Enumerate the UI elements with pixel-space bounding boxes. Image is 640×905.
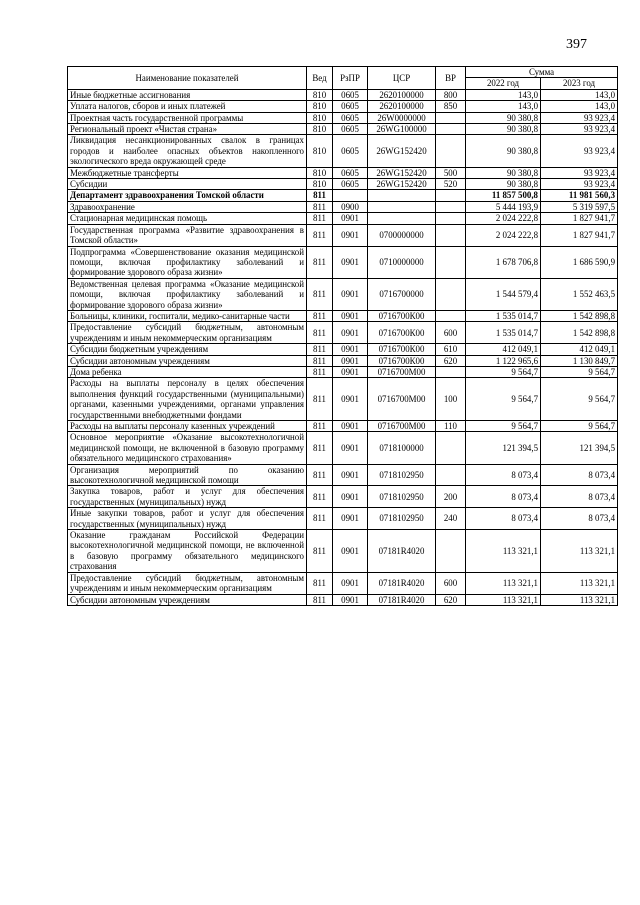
cell-rzpr: 0901	[333, 464, 368, 486]
table-row	[68, 101, 618, 112]
cell-rzpr: 0605	[333, 135, 368, 167]
cell-csr: 0718102950	[368, 464, 436, 486]
cell-sum-2022: 5 444 193,9	[466, 201, 541, 212]
cell-ved: 810	[307, 124, 333, 135]
cell-rzpr: 0901	[333, 572, 368, 594]
cell-vr: 620	[436, 594, 466, 605]
cell-vr: 850	[436, 101, 466, 112]
cell-ved: 811	[307, 355, 333, 366]
cell-csr: 0716700К00	[368, 322, 436, 344]
cell-ved: 811	[307, 464, 333, 486]
budget-table	[67, 66, 618, 606]
table-row	[68, 124, 618, 135]
header-vr: ВР	[436, 67, 466, 90]
cell-csr: 2620100000	[368, 89, 436, 100]
cell-csr	[368, 190, 436, 201]
cell-csr: 0716700000	[368, 278, 436, 310]
cell-ved: 811	[307, 572, 333, 594]
cell-sum-2022: 90 380,8	[466, 124, 541, 135]
table-row	[68, 112, 618, 123]
cell-sum-2022: 1 678 706,8	[466, 246, 541, 278]
header-year-2022: 2022 год	[466, 78, 541, 89]
table-row	[68, 167, 618, 178]
cell-name: Проектная часть государственной программы	[68, 112, 307, 123]
cell-sum-2022: 8 073,4	[466, 486, 541, 508]
cell-name: Субсидии автономным учреждениям	[68, 355, 307, 366]
cell-csr	[368, 201, 436, 212]
cell-sum-2023: 113 321,1	[541, 594, 618, 605]
cell-name: Основное мероприятие «Оказание высокотехнологичной медицинской помощи, не включенной в базовую программу обязательного медицинского страхования»	[68, 432, 307, 464]
table-row	[68, 366, 618, 377]
cell-vr	[436, 124, 466, 135]
cell-sum-2023: 1 686 590,9	[541, 246, 618, 278]
cell-rzpr: 0901	[333, 486, 368, 508]
cell-vr: 520	[436, 179, 466, 190]
cell-sum-2022: 9 564,7	[466, 378, 541, 421]
cell-sum-2022: 113 321,1	[466, 530, 541, 573]
cell-ved: 810	[307, 101, 333, 112]
table-row	[68, 378, 618, 421]
cell-vr: 800	[436, 89, 466, 100]
cell-rzpr: 0901	[333, 224, 368, 246]
cell-vr	[436, 246, 466, 278]
cell-sum-2022: 1 535 014,7	[466, 322, 541, 344]
cell-name: Расходы на выплаты персоналу казенных учреждений	[68, 421, 307, 432]
cell-ved: 811	[307, 322, 333, 344]
cell-csr: 0710000000	[368, 246, 436, 278]
cell-name: Закупка товаров, работ и услуг для обеспечения государственных (муниципальных) нужд	[68, 486, 307, 508]
table-row	[68, 594, 618, 605]
cell-vr	[436, 432, 466, 464]
cell-ved: 811	[307, 594, 333, 605]
cell-rzpr: 0901	[333, 344, 368, 355]
cell-sum-2023: 1 542 898,8	[541, 322, 618, 344]
table-row	[68, 310, 618, 321]
cell-sum-2022: 412 049,1	[466, 344, 541, 355]
cell-name: Департамент здравоохранения Томской области	[68, 190, 307, 201]
cell-sum-2023: 1 552 463,5	[541, 278, 618, 310]
cell-sum-2022: 11 857 500,8	[466, 190, 541, 201]
cell-rzpr: 0901	[333, 278, 368, 310]
table-row	[68, 464, 618, 486]
cell-name: Региональный проект «Чистая страна»	[68, 124, 307, 135]
cell-ved: 810	[307, 179, 333, 190]
cell-csr: 0718102950	[368, 486, 436, 508]
cell-csr: 0716700М00	[368, 378, 436, 421]
table-row	[68, 421, 618, 432]
cell-sum-2023: 1 542 898,8	[541, 310, 618, 321]
cell-sum-2023: 93 923,4	[541, 135, 618, 167]
cell-sum-2023: 5 319 597,5	[541, 201, 618, 212]
cell-sum-2022: 90 380,8	[466, 167, 541, 178]
cell-vr: 100	[436, 378, 466, 421]
cell-name: Дома ребенка	[68, 366, 307, 377]
header-year-2023: 2023 год	[541, 78, 618, 89]
cell-rzpr: 0901	[333, 594, 368, 605]
cell-sum-2023: 93 923,4	[541, 112, 618, 123]
cell-name: Иные закупки товаров, работ и услуг для обеспечения государственных (муниципальных) нужд	[68, 508, 307, 530]
cell-rzpr: 0901	[333, 508, 368, 530]
cell-rzpr: 0901	[333, 213, 368, 224]
cell-sum-2022: 9 564,7	[466, 366, 541, 377]
cell-sum-2023: 143,0	[541, 101, 618, 112]
cell-sum-2022: 113 321,1	[466, 572, 541, 594]
cell-ved: 811	[307, 366, 333, 377]
cell-ved: 811	[307, 421, 333, 432]
cell-rzpr: 0901	[333, 378, 368, 421]
cell-vr	[436, 224, 466, 246]
cell-sum-2022: 143,0	[466, 89, 541, 100]
cell-rzpr: 0901	[333, 355, 368, 366]
cell-name: Ликвидация несанкционированных свалок в границах городов и наиболее опасных объектов накопленного экологического вреда окружающей среде	[68, 135, 307, 167]
cell-csr: 2620100000	[368, 101, 436, 112]
cell-rzpr: 0901	[333, 530, 368, 573]
cell-name: Субсидии автономным учреждениям	[68, 594, 307, 605]
cell-sum-2023: 93 923,4	[541, 167, 618, 178]
cell-csr: 0716700К00	[368, 344, 436, 355]
cell-csr: 26WG100000	[368, 124, 436, 135]
cell-csr: 26W0000000	[368, 112, 436, 123]
cell-sum-2023: 143,0	[541, 89, 618, 100]
cell-sum-2023: 412 049,1	[541, 344, 618, 355]
cell-vr: 200	[436, 486, 466, 508]
cell-ved: 811	[307, 530, 333, 573]
cell-csr: 0716700М00	[368, 366, 436, 377]
cell-ved: 811	[307, 310, 333, 321]
cell-name: Субсидии бюджетным учреждениям	[68, 344, 307, 355]
header-name: Наименование показателей	[68, 67, 307, 90]
cell-sum-2022: 1 535 014,7	[466, 310, 541, 321]
table-body	[68, 89, 618, 605]
cell-ved: 811	[307, 224, 333, 246]
table-row	[68, 213, 618, 224]
cell-ved: 811	[307, 201, 333, 212]
cell-csr: 0718102950	[368, 508, 436, 530]
cell-sum-2023: 113 321,1	[541, 530, 618, 573]
cell-rzpr: 0901	[333, 246, 368, 278]
header-ved: Вед	[307, 67, 333, 90]
cell-ved: 810	[307, 167, 333, 178]
cell-vr	[436, 201, 466, 212]
cell-name: Подпрограмма «Совершенствование оказания медицинской помощи, включая профилактику заболеваний и формирование здорового образа жизни»	[68, 246, 307, 278]
cell-sum-2023: 8 073,4	[541, 464, 618, 486]
table-row	[68, 355, 618, 366]
cell-sum-2023: 11 981 560,3	[541, 190, 618, 201]
cell-sum-2023: 1 827 941,7	[541, 213, 618, 224]
cell-csr: 0716700К00	[368, 355, 436, 366]
table-row	[68, 246, 618, 278]
cell-sum-2022: 1 544 579,4	[466, 278, 541, 310]
cell-name: Расходы на выплаты персоналу в целях обеспечения выполнения функций государственными (муниципальными) органами, казенными учреждениями, органами управления государственными внебюджетными фондами	[68, 378, 307, 421]
cell-vr	[436, 112, 466, 123]
cell-sum-2023: 93 923,4	[541, 124, 618, 135]
cell-name: Стационарная медицинская помощь	[68, 213, 307, 224]
cell-rzpr: 0605	[333, 179, 368, 190]
cell-vr: 240	[436, 508, 466, 530]
table-row	[68, 322, 618, 344]
cell-rzpr: 0900	[333, 201, 368, 212]
cell-sum-2022: 90 380,8	[466, 112, 541, 123]
cell-csr: 0718100000	[368, 432, 436, 464]
cell-ved: 811	[307, 278, 333, 310]
cell-sum-2023: 1 130 849,7	[541, 355, 618, 366]
cell-name: Здравоохранение	[68, 201, 307, 212]
cell-name: Межбюджетные трансферты	[68, 167, 307, 178]
cell-csr: 07181R4020	[368, 594, 436, 605]
cell-csr: 0700000000	[368, 224, 436, 246]
table-row	[68, 179, 618, 190]
cell-rzpr: 0605	[333, 112, 368, 123]
table-row	[68, 344, 618, 355]
table-row	[68, 135, 618, 167]
cell-sum-2022: 121 394,5	[466, 432, 541, 464]
cell-sum-2023: 9 564,7	[541, 366, 618, 377]
table-row	[68, 190, 618, 201]
cell-sum-2022: 143,0	[466, 101, 541, 112]
table-row	[68, 432, 618, 464]
cell-ved: 811	[307, 508, 333, 530]
table-row	[68, 224, 618, 246]
cell-vr	[436, 190, 466, 201]
cell-name: Больницы, клиники, госпитали, медико-санитарные части	[68, 310, 307, 321]
cell-ved: 810	[307, 112, 333, 123]
cell-csr: 0716700М00	[368, 421, 436, 432]
cell-rzpr: 0605	[333, 124, 368, 135]
cell-sum-2023: 8 073,4	[541, 486, 618, 508]
table-row	[68, 508, 618, 530]
cell-name: Оказание гражданам Российской Федерации высокотехнологичной медицинской помощи, не включенной в базовую программу обязательного медицинского страхования	[68, 530, 307, 573]
cell-vr	[436, 464, 466, 486]
cell-ved: 811	[307, 432, 333, 464]
cell-sum-2022: 113 321,1	[466, 594, 541, 605]
page-number: 397	[566, 37, 587, 52]
header-csr: ЦСР	[368, 67, 436, 90]
cell-sum-2023: 113 321,1	[541, 572, 618, 594]
cell-rzpr: 0901	[333, 366, 368, 377]
cell-ved: 811	[307, 378, 333, 421]
cell-rzpr: 0901	[333, 421, 368, 432]
cell-sum-2022: 2 024 222,8	[466, 224, 541, 246]
table-row	[68, 572, 618, 594]
header-rzpr: РзПР	[333, 67, 368, 90]
cell-ved: 811	[307, 486, 333, 508]
cell-sum-2022: 2 024 222,8	[466, 213, 541, 224]
cell-csr	[368, 213, 436, 224]
cell-rzpr: 0901	[333, 322, 368, 344]
cell-name: Предоставление субсидий бюджетным, автономным учреждениям и иным некоммерческим организациям	[68, 322, 307, 344]
cell-sum-2023: 93 923,4	[541, 179, 618, 190]
cell-vr: 110	[436, 421, 466, 432]
cell-vr: 600	[436, 572, 466, 594]
cell-vr: 500	[436, 167, 466, 178]
table-row	[68, 89, 618, 100]
cell-name: Субсидии	[68, 179, 307, 190]
cell-vr	[436, 310, 466, 321]
cell-name: Уплата налогов, сборов и иных платежей	[68, 101, 307, 112]
cell-csr: 07181R4020	[368, 530, 436, 573]
cell-sum-2022: 90 380,8	[466, 135, 541, 167]
cell-name: Предоставление субсидий бюджетным, автономным учреждениям и иным некоммерческим организациям	[68, 572, 307, 594]
cell-ved: 811	[307, 246, 333, 278]
cell-rzpr: 0605	[333, 89, 368, 100]
cell-sum-2022: 90 380,8	[466, 179, 541, 190]
cell-ved: 810	[307, 89, 333, 100]
cell-rzpr: 0605	[333, 167, 368, 178]
cell-sum-2023: 8 073,4	[541, 508, 618, 530]
cell-rzpr: 0901	[333, 432, 368, 464]
cell-sum-2022: 1 122 965,6	[466, 355, 541, 366]
cell-ved: 811	[307, 190, 333, 201]
cell-csr: 0716700К00	[368, 310, 436, 321]
cell-vr	[436, 135, 466, 167]
cell-vr: 610	[436, 344, 466, 355]
cell-ved: 810	[307, 135, 333, 167]
cell-csr: 26WG152420	[368, 167, 436, 178]
table-row	[68, 201, 618, 212]
cell-vr: 620	[436, 355, 466, 366]
cell-sum-2022: 8 073,4	[466, 464, 541, 486]
cell-vr: 600	[436, 322, 466, 344]
cell-rzpr: 0605	[333, 101, 368, 112]
cell-rzpr: 0901	[333, 310, 368, 321]
cell-sum-2023: 9 564,7	[541, 378, 618, 421]
cell-vr	[436, 530, 466, 573]
cell-csr: 26WG152420	[368, 179, 436, 190]
table-row	[68, 530, 618, 573]
cell-vr	[436, 213, 466, 224]
table-row	[68, 486, 618, 508]
table-row	[68, 278, 618, 310]
cell-vr	[436, 278, 466, 310]
cell-sum-2022: 9 564,7	[466, 421, 541, 432]
cell-ved: 811	[307, 213, 333, 224]
cell-rzpr	[333, 190, 368, 201]
cell-sum-2023: 1 827 941,7	[541, 224, 618, 246]
header-sum: Сумма	[466, 67, 618, 78]
cell-name: Государственная программа «Развитие здравоохранения в Томской области»	[68, 224, 307, 246]
cell-ved: 811	[307, 344, 333, 355]
cell-name: Организация мероприятий по оказанию высокотехнологичной медицинской помощи	[68, 464, 307, 486]
cell-csr: 07181R4020	[368, 572, 436, 594]
cell-sum-2022: 8 073,4	[466, 508, 541, 530]
cell-sum-2023: 121 394,5	[541, 432, 618, 464]
cell-name: Иные бюджетные ассигнования	[68, 89, 307, 100]
cell-csr: 26WG152420	[368, 135, 436, 167]
cell-vr	[436, 366, 466, 377]
cell-name: Ведомственная целевая программа «Оказание медицинской помощи, включая профилактику заболеваний и формирование здорового образа жизни»	[68, 278, 307, 310]
cell-sum-2023: 9 564,7	[541, 421, 618, 432]
